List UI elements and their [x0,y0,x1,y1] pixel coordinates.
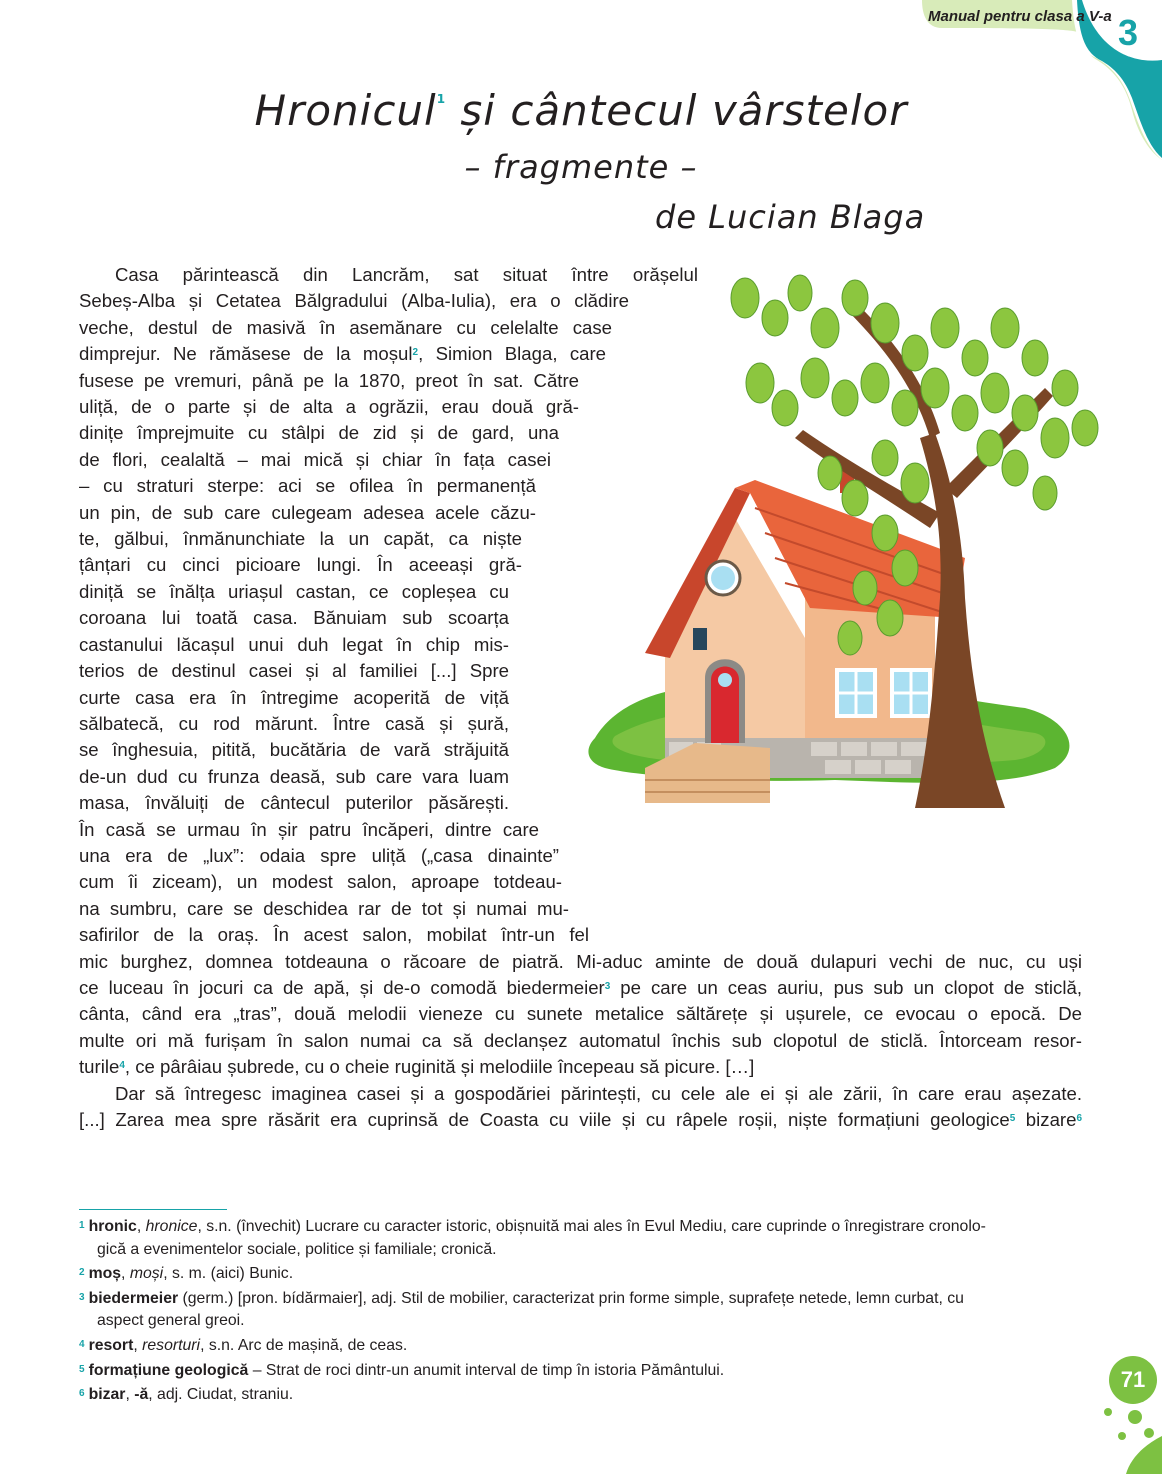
body-line: masa, învăluiți de cântecul puterilor păsărești. [79,792,509,814]
body-line: uliță, de o parte și de alta a ogrăzii, erau două gră- [79,396,579,418]
body-line: Dar să întregesc imaginea casei și a gospodăriei părintești, cu cele ale ei și ale zării, în care erau așezate. [115,1082,1082,1104]
page-number: 71 [1109,1356,1157,1404]
book-label: Manual pentru clasa a V-a [928,8,1112,25]
body-line: Sebeș-Alba și Cetatea Bălgradului (Alba-Iulia), era o clădire [79,290,629,312]
footnote-3: $^3$ biedermeier (germ.) [pron. bídărmaier], adj. Stil de mobilier, caracterizat prin forme simple, suprafețe netede, lemn curbat, cu aspect general greoi. [79,1289,964,1330]
body-line: multe ori mă furișam în salon numai ca să declanșez automatul închis sub clopotul de sticlă. Întorceam resor- [79,1029,1082,1051]
body-line: turile$^4$, ce pârâiau șubrede, cu o cheie ruginită și melodiile începeau să picure. […] [79,1056,755,1078]
body-line: sălbatecă, cu rod mărunt. Între casă și șură, [79,712,509,734]
footnotes [79,1216,1084,1409]
author: de Lucian Blaga [655,198,926,236]
title-main-rest: și cântecul vârstelor [446,86,908,135]
footnote-divider [79,1209,227,1210]
body-line: na sumbru, care se deschidea rar de tot și numai mu- [79,897,569,919]
body-line: de-un dud cu frunza deasă, sub care vara luam [79,765,509,787]
body-line: terios de destinul casei și al familiei [...] Spre [79,660,509,682]
subtitle: – fragmente – [464,148,698,186]
body-line: una era de „lux”: odaia spre uliță („casa dinainte” [79,844,559,866]
body-line: curte casa era în întregime acoperită de viță [79,686,509,708]
body-line: safirilor de la oraș. În acest salon, mobilat într-un fel [79,924,589,946]
body-line: cum îi ziceam), un modest salon, aproape totdeau- [79,871,562,893]
body-line: Casa părintească din Lancrăm, sat situat între orășelul [115,264,698,285]
body-line: dimprejur. Ne rămăsese de la moșul$^2$, Simion Blaga, care [79,343,606,365]
body-line: castanului lăcașul unui duh legat în chip mis- [79,633,509,655]
footnote-ref: 3 [604,980,611,992]
body-line: cânta, când era „tras”, două melodii vieneze cu sunete metalice săltărețe și ușurele, ce evocau o epocă. De [79,1003,1082,1025]
body-line: un pin, de sub care culegeam adesea acele căzu- [79,501,536,523]
body-line: [...] Zarea mea spre răsărit era cuprinsă de Coasta cu viile și cu râpele roșii, niște formațiuni geologice$^5$ bizare$^6$ [79,1109,1083,1130]
body-line: țânțari cu cinci picioare lungi. În aceeași gră- [79,554,522,576]
footnote-2: $^2$ moș, moși, s. m. (aici) Bunic. [79,1265,294,1283]
decor-dot [1128,1410,1142,1424]
footnote-6: $^6$ bizar, -ă, adj. Ciudat, straniu. [79,1386,294,1404]
body-line: veche, destul de masivă în asemănare cu celelalte case [79,316,612,338]
body-line: fusese pe vremuri, până pe la 1870, preot în sat. Către [79,369,579,391]
body-line: diniță se înălța uriașul castan, ce copleșea cu [79,580,509,602]
decor-dot [1104,1408,1112,1416]
body-line: de flori, cealaltă – mai mică și chiar în fața casei [79,448,551,470]
body-line: dinițe împrejmuite cu stâlpi de zid și de gard, una [79,422,559,444]
page-title [0,86,1162,135]
footnote-ref: 5 [1009,1113,1016,1124]
footnote-4: $^4$ resort, resorturi, s.n. Arc de mașină, de ceas. [79,1336,408,1354]
body-line: ce luceau în jocuri ca de apă, și de-o comodă biedermeier$^3$ pe care un ceas auriu, pus sub un clopot de sticlă, [79,976,1082,998]
body-line: coroana lui toată casa. Bănuiam sub scoarța [79,607,509,629]
body-line: mic burghez, domnea totdeauna o răcoare de piatră. Mi-aduc aminte de două dulapuri vechi de nuc, cu uși [79,950,1082,972]
body-line: te, gălbui, înmănunchiate la un capăt, ca niște [79,528,522,550]
body-line: În casă se urmau în șir patru încăperi, dintre care [79,818,539,840]
body-line: se înghesuia, pitită, bucătăria de vară străjuită [79,739,509,761]
footnote-5: $^5$ formațiune geologică – Strat de roci dintr-un anumit interval de timp în istoria Pământului. [79,1361,725,1379]
title-footnote-ref: 1 [436,92,447,106]
article-body [79,262,1082,1133]
footnote-1: $^1$ hronic, hronice, s.n. (învechit) Lucrare cu caracter istoric, obișnuită mai ales în Evul Mediu, care cuprinde o înregistrare cronolo- gică a evenimentelor sociale, politice și familiale; cronică. [79,1218,986,1258]
body-line: – cu straturi sterpe: aci se ofilea în permanență [79,475,536,497]
footnote-ref: 6 [1076,1113,1083,1124]
title-main: Hronicul [254,86,437,135]
footnote-ref: 2 [412,347,419,359]
chapter-number: 3 [1118,12,1139,53]
corner-decor [1112,1436,1162,1474]
footnote-ref: 4 [119,1060,125,1072]
